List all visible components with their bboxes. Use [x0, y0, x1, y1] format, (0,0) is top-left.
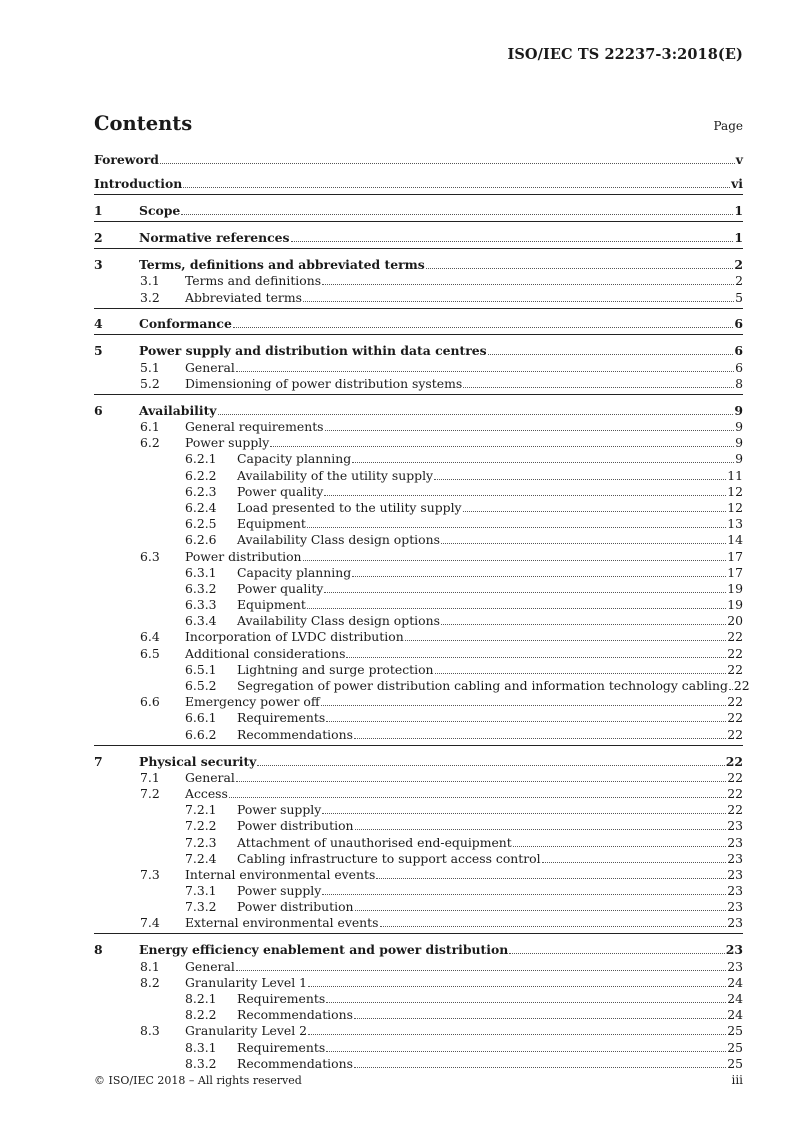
toc-entry[interactable] [94, 176, 743, 192]
toc-entry-number: 8.2.2 [185, 1007, 217, 1023]
toc-entry[interactable] [94, 581, 743, 597]
toc-entry[interactable] [94, 451, 743, 467]
toc-entry-title: Availability [139, 402, 217, 418]
toc-entry-title: Capacity planning [237, 564, 352, 580]
toc-entry-title: Granularity Level 2 [185, 1023, 308, 1039]
dot-leader [435, 673, 727, 674]
toc-entry-number: 1 [94, 203, 103, 219]
toc-entry-page: 19 [727, 597, 743, 613]
toc-entry-number: 6.2.2 [185, 467, 217, 483]
toc-entry-title: General [185, 958, 235, 974]
toc-entry-number: 6.1 [140, 419, 160, 435]
toc-entry-page: v [735, 152, 743, 168]
toc-entry[interactable] [94, 343, 743, 359]
toc-entry-page: 1 [734, 203, 743, 219]
dot-leader [218, 414, 734, 415]
dot-leader [354, 738, 726, 739]
toc-entry-title: Recommendations [237, 1007, 353, 1023]
dot-leader [270, 446, 734, 447]
toc-entry-title: Introduction [94, 176, 183, 192]
toc-entry-number: 2 [94, 230, 103, 246]
toc-entry-number: 7.3.1 [185, 883, 217, 899]
toc-entry-title: Granularity Level 1 [185, 974, 308, 990]
toc-entry-page: 9 [735, 419, 743, 435]
toc-entry[interactable] [94, 613, 743, 629]
toc-entry[interactable] [94, 786, 743, 802]
toc-entry[interactable] [94, 678, 750, 694]
toc-entry-page: 20 [727, 613, 743, 629]
toc-entry-page: 23 [727, 850, 743, 866]
toc-entry-title: Abbreviated terms [185, 289, 302, 305]
toc-entry-page: 19 [727, 580, 743, 596]
dot-leader [236, 371, 734, 372]
toc-entry-page: 22 [727, 710, 743, 726]
dot-leader [257, 765, 724, 766]
toc-entry-page: 22 [727, 694, 743, 710]
toc-entry-page: 23 [727, 818, 743, 834]
toc-entry-number: 6.5.1 [185, 661, 217, 677]
footer-page-number: iii [731, 1073, 743, 1087]
toc-entry-title: Power supply [237, 802, 322, 818]
toc-entry-title: External environmental events [185, 915, 379, 931]
toc-entry-page: 17 [727, 548, 743, 564]
toc-entry[interactable] [94, 316, 743, 332]
toc-entry[interactable] [94, 899, 743, 915]
toc-entry-page: 2 [735, 273, 743, 289]
toc-entry-number: 7.2 [140, 785, 160, 801]
toc-entry-number: 8.2.1 [185, 990, 217, 1006]
toc-entry-number: 6.2.1 [185, 451, 217, 467]
dot-leader [324, 495, 726, 496]
dot-leader [380, 926, 727, 927]
dot-leader [434, 479, 726, 480]
toc-entry[interactable] [94, 435, 743, 451]
toc-entry-page: 9 [735, 435, 743, 451]
toc-entry-page: 22 [727, 726, 743, 742]
dot-leader [307, 608, 726, 609]
toc-entry[interactable] [94, 818, 743, 834]
toc-entry-number: 3 [94, 257, 103, 273]
toc-entry-title: Conformance [139, 316, 232, 332]
dot-leader [326, 721, 726, 722]
dot-leader [509, 953, 725, 954]
toc-entry-number: 5.2 [140, 375, 160, 391]
toc-entry[interactable] [94, 802, 743, 818]
dot-leader [308, 986, 726, 987]
toc-entry-number: 6 [94, 402, 103, 418]
toc-entry-title: Terms, definitions and abbreviated terms [139, 257, 425, 273]
toc-entry-number: 6.2.3 [185, 483, 217, 499]
toc-entry[interactable] [94, 548, 743, 564]
toc-entry-title: Requirements [237, 1039, 326, 1055]
toc-entry-page: 24 [727, 1007, 743, 1023]
toc-entry[interactable] [94, 257, 743, 273]
dot-leader [303, 301, 734, 302]
toc-entry-page: 23 [727, 883, 743, 899]
toc-entry-number: 6.2.6 [185, 532, 217, 548]
toc-entry[interactable] [94, 975, 743, 991]
toc-entry[interactable] [94, 770, 743, 786]
toc-entry-page: 13 [727, 516, 743, 532]
toc-entry-page: 23 [727, 834, 743, 850]
toc-entry-page: 23 [727, 866, 743, 882]
section-separator [94, 308, 743, 309]
toc-entry-number: 7.3.2 [185, 899, 217, 915]
toc-entry-number: 6.3.3 [185, 597, 217, 613]
toc-entry[interactable] [94, 662, 743, 678]
standard-identifier: ISO/IEC TS 22237-3:2018(E) [507, 46, 743, 63]
toc-entry-page: 22 [727, 802, 743, 818]
toc-entry[interactable] [94, 376, 743, 392]
toc-entry[interactable] [94, 851, 743, 867]
section-separator [94, 221, 743, 222]
toc-entry-title: Terms and definitions [185, 273, 322, 289]
toc-entry-page: 6 [735, 359, 743, 375]
toc-entry-title: Incorporation of LVDC distribution [185, 629, 404, 645]
toc-entry[interactable] [94, 516, 743, 532]
toc-entry-title: Access [185, 785, 228, 801]
toc-entry[interactable] [94, 942, 743, 958]
dot-leader [236, 781, 726, 782]
toc-entry-title: General [185, 769, 235, 785]
toc-entry-page: 12 [727, 483, 743, 499]
dot-leader [322, 894, 726, 895]
toc-entry[interactable] [94, 710, 743, 726]
toc-entry[interactable] [94, 1056, 743, 1072]
toc-entry[interactable] [94, 958, 743, 974]
toc-entry-title: Physical security [139, 753, 257, 769]
dot-leader [321, 705, 727, 706]
toc-entry-page: 25 [727, 1055, 743, 1071]
toc-entry[interactable] [94, 629, 743, 645]
toc-entry-title: General requirements [185, 419, 324, 435]
dot-leader [229, 797, 726, 798]
toc-entry[interactable] [94, 565, 743, 581]
toc-entry-page: 22 [725, 753, 743, 769]
toc-entry-number: 7.2.2 [185, 818, 217, 834]
toc-entry-title: Attachment of unauthorised end-equipment [237, 834, 512, 850]
toc-entry[interactable] [94, 203, 743, 219]
toc-entry-title: Additional considerations [185, 645, 346, 661]
toc-entry[interactable] [94, 867, 743, 883]
toc-entry[interactable] [94, 289, 743, 305]
toc-entry-page: 23 [727, 915, 743, 931]
dot-leader [325, 430, 735, 431]
dot-leader [322, 813, 726, 814]
toc-entry-title: General [185, 359, 235, 375]
dot-leader [322, 284, 734, 285]
dot-leader [513, 846, 726, 847]
toc-entry[interactable] [94, 1023, 743, 1039]
dot-leader [355, 829, 727, 830]
toc-entry-title: Power supply [237, 883, 322, 899]
toc-entry-title: Foreword [94, 152, 159, 168]
toc-entry-number: 8.3 [140, 1023, 160, 1039]
toc-entry-number: 7.3 [140, 866, 160, 882]
toc-entry-title: Recommendations [237, 726, 353, 742]
toc-entry-number: 8.3.1 [185, 1039, 217, 1055]
toc-entry-number: 5.1 [140, 359, 160, 375]
toc-entry-page: 2 [734, 257, 743, 273]
toc-entry-number: 6.3.4 [185, 613, 217, 629]
toc-entry-title: Normative references [139, 230, 290, 246]
section-separator [94, 394, 743, 395]
toc-entry-page: 22 [727, 769, 743, 785]
toc-entry-page: 22 [727, 785, 743, 801]
dot-leader [542, 862, 727, 863]
toc-entry-title: Cabling infrastructure to support access control [237, 850, 541, 866]
dot-leader [354, 1067, 726, 1068]
toc-entry[interactable] [94, 403, 743, 419]
toc-entry-title: Scope [139, 203, 181, 219]
dot-leader [376, 878, 726, 879]
dot-leader [441, 543, 726, 544]
toc-entry-title: Power distribution [237, 818, 354, 834]
toc-entry-number: 7.2.4 [185, 850, 217, 866]
toc-entry-page: 22 [727, 629, 743, 645]
toc-entry[interactable] [94, 419, 743, 435]
dot-leader [324, 592, 726, 593]
toc-entry-title: Segregation of power distribution cabling and information technology cabling [237, 678, 728, 694]
dot-leader [346, 657, 726, 658]
dot-leader [355, 910, 727, 911]
section-separator [94, 194, 743, 195]
toc-entry-title: Equipment [237, 516, 306, 532]
dot-leader [352, 462, 734, 463]
toc-entry-title: Availability Class design options [237, 532, 440, 548]
toc-entry-page: 1 [734, 230, 743, 246]
toc-entry-title: Requirements [237, 990, 326, 1006]
toc-entry-number: 6.2.5 [185, 516, 217, 532]
toc-entry-page: 22 [727, 645, 743, 661]
toc-entry-number: 6.6.1 [185, 710, 217, 726]
toc-entry[interactable] [94, 500, 743, 516]
toc-entry-page: 9 [735, 451, 743, 467]
toc-entry-title: Availability Class design options [237, 613, 440, 629]
toc-entry-page: 25 [727, 1039, 743, 1055]
toc-entry-title: Power supply [185, 435, 270, 451]
dot-leader [181, 214, 733, 215]
toc-entry-page: 14 [727, 532, 743, 548]
dot-leader [233, 327, 734, 328]
toc-entry-page: 24 [727, 990, 743, 1006]
toc-entry-number: 6.3.1 [185, 564, 217, 580]
toc-entry-number: 3.2 [140, 289, 160, 305]
toc-entry-title: Power quality [237, 580, 324, 596]
toc-entry-page: 11 [727, 467, 743, 483]
toc-entry-number: 7.2.3 [185, 834, 217, 850]
dot-leader [729, 689, 733, 690]
toc-entry-page: 17 [727, 564, 743, 580]
section-separator [94, 745, 743, 746]
toc-entry-number: 7.4 [140, 915, 160, 931]
toc-entry-page: 23 [727, 899, 743, 915]
dot-leader [307, 527, 726, 528]
toc-entry-number: 8.2 [140, 974, 160, 990]
toc-entry-number: 6.3.2 [185, 580, 217, 596]
toc-entry-number: 8.1 [140, 958, 160, 974]
toc-entry-title: Recommendations [237, 1055, 353, 1071]
toc-entry[interactable] [94, 1007, 743, 1023]
toc-entry[interactable] [94, 694, 743, 710]
toc-entry-page: 25 [727, 1023, 743, 1039]
section-separator [94, 248, 743, 249]
toc-entry-page: 12 [727, 499, 743, 515]
dot-leader [326, 1002, 726, 1003]
toc-entry-title: Equipment [237, 597, 306, 613]
toc-entry-page: 23 [727, 958, 743, 974]
toc-entry-page: 6 [734, 316, 743, 332]
dot-leader [303, 560, 727, 561]
dot-leader [308, 1034, 726, 1035]
toc-entry-title: Power quality [237, 483, 324, 499]
toc-entry-number: 6.3 [140, 548, 160, 564]
toc-entry-page: 8 [735, 375, 743, 391]
toc-entry[interactable] [94, 532, 743, 548]
toc-entry-number: 8.3.2 [185, 1055, 217, 1071]
toc-entry-title: Requirements [237, 710, 326, 726]
dot-leader [183, 187, 730, 188]
dot-leader [354, 1018, 726, 1019]
page-title: Contents [94, 112, 193, 135]
toc-entry-number: 6.4 [140, 629, 160, 645]
toc-entry[interactable] [94, 645, 743, 661]
toc-entry[interactable] [94, 1039, 743, 1055]
dot-leader [463, 511, 727, 512]
dot-leader [326, 1051, 726, 1052]
footer-copyright: © ISO/IEC 2018 – All rights reserved [94, 1074, 302, 1087]
toc-entry-title: Power distribution [185, 548, 302, 564]
toc-entry[interactable] [94, 834, 743, 850]
toc-entry-title: Load presented to the utility supply [237, 499, 462, 515]
toc-entry-number: 6.2.4 [185, 499, 217, 515]
toc-entry-page: 5 [735, 289, 743, 305]
toc-entry[interactable] [94, 467, 743, 483]
toc-entry-page: 6 [734, 343, 743, 359]
section-separator [94, 933, 743, 934]
toc-entry-title: Power supply and distribution within data centres [139, 343, 487, 359]
toc-entry-title: Dimensioning of power distribution systems [185, 375, 463, 391]
toc-entry[interactable] [94, 726, 743, 742]
toc-entry-title: Availability of the utility supply [237, 467, 434, 483]
dot-leader [426, 268, 734, 269]
toc-entry-title: Power distribution [237, 899, 354, 915]
toc-entry-page: vi [731, 176, 743, 192]
dot-leader [160, 163, 735, 164]
toc-entry[interactable] [94, 484, 743, 500]
toc-entry[interactable] [94, 597, 743, 613]
toc-entry-number: 7 [94, 753, 103, 769]
toc-entry-title: Energy efficiency enablement and power distribution [139, 942, 509, 958]
toc-entry-page: 9 [734, 402, 743, 418]
toc-entry[interactable] [94, 273, 743, 289]
toc-entry-number: 6.5.2 [185, 678, 217, 694]
table-of-contents [94, 152, 750, 1072]
dot-leader [236, 970, 726, 971]
toc-entry-number: 7.2.1 [185, 802, 217, 818]
toc-entry-number: 8 [94, 942, 103, 958]
toc-entry-number: 4 [94, 316, 103, 332]
toc-entry-number: 6.6.2 [185, 726, 217, 742]
toc-entry-page: 22 [733, 678, 750, 694]
toc-entry[interactable] [94, 915, 743, 931]
toc-entry-number: 7.1 [140, 769, 160, 785]
dot-leader [463, 387, 734, 388]
toc-entry[interactable] [94, 152, 743, 168]
toc-entry[interactable] [94, 359, 743, 375]
dot-leader [352, 576, 726, 577]
toc-entry[interactable] [94, 991, 743, 1007]
section-separator [94, 334, 743, 335]
toc-entry-page: 23 [725, 942, 743, 958]
toc-entry-title: Internal environmental events [185, 866, 376, 882]
dot-leader [405, 640, 727, 641]
toc-entry-number: 6.5 [140, 645, 160, 661]
toc-entry-number: 3.1 [140, 273, 160, 289]
toc-entry-number: 6.2 [140, 435, 160, 451]
toc-entry-title: Emergency power off [185, 694, 320, 710]
toc-entry-number: 5 [94, 343, 103, 359]
toc-entry[interactable] [94, 230, 743, 246]
page-column-label: Page [713, 119, 743, 133]
dot-leader [441, 624, 726, 625]
toc-entry[interactable] [94, 883, 743, 899]
toc-entry[interactable] [94, 753, 743, 769]
toc-entry-page: 22 [727, 661, 743, 677]
toc-entry-page: 24 [727, 974, 743, 990]
toc-entry-number: 6.6 [140, 694, 160, 710]
dot-leader [488, 354, 734, 355]
dot-leader [291, 241, 734, 242]
toc-entry-title: Capacity planning [237, 451, 352, 467]
toc-entry-title: Lightning and surge protection [237, 661, 434, 677]
